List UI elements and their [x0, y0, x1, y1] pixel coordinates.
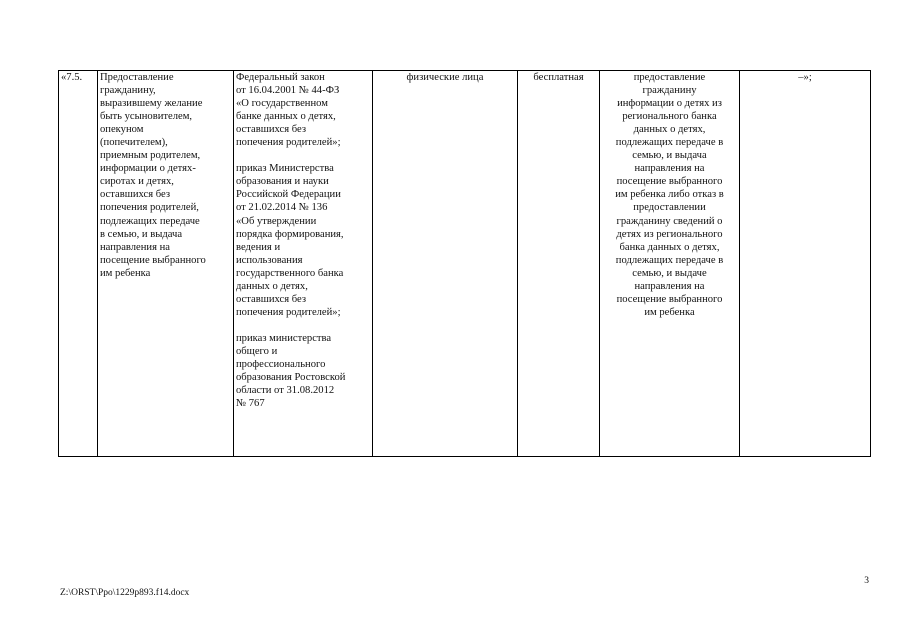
service-name-cell — [98, 71, 234, 457]
result: предоставление гражданину информации о детях из регионального банка данных о детях, подлежащих передаче в семью, и выдача направления на посещение выбранного им ребенка либо отказ в предоставлении гражданину сведений о детях из регионального банка данных о детях, подлежащих передаче в семью, и выдаче направления на посещение выбранного им ребенка — [615, 72, 724, 318]
row-number: «7.5. — [61, 72, 83, 83]
service-name: Предоставление гражданину, выразившему желание быть усыновителем, опекуном (попечителем), приемным родителем, информации о детях- сиротах и детях, оставшихся без попечения родителей, подлежащих передаче в семью, и выдача направления на посещение выбранного им ребенка — [100, 72, 206, 279]
closing-mark: –»; — [798, 72, 812, 83]
legal-basis: Федеральный закон от 16.04.2001 № 44-ФЗ «О государственном банке данных о детях, оставшихся без попечения родителей»; приказ Министерства образования и науки Российской Федерации от 21.02.2014 № 136 «Об утверждении порядка формирования, ведения и использования государственного банка данных о детях, оставшихся без попечения родителей»; приказ министерства общего и профессионального образования Ростовской области от 31.08.2012 № 767 — [236, 72, 346, 410]
file-path: Z:\ORST\Ppo\1229p893.f14.docx — [60, 588, 190, 598]
legal-basis-cell — [234, 71, 373, 457]
fee-cell — [518, 71, 600, 457]
fee: бесплатная — [533, 72, 584, 83]
row-number-cell — [59, 71, 98, 457]
table-row — [59, 71, 871, 457]
closing-cell — [740, 71, 871, 457]
recipients-cell — [373, 71, 518, 457]
result-cell — [600, 71, 740, 457]
page-number: 3 — [864, 576, 869, 586]
services-table — [58, 70, 871, 457]
recipients: физические лица — [406, 72, 484, 83]
